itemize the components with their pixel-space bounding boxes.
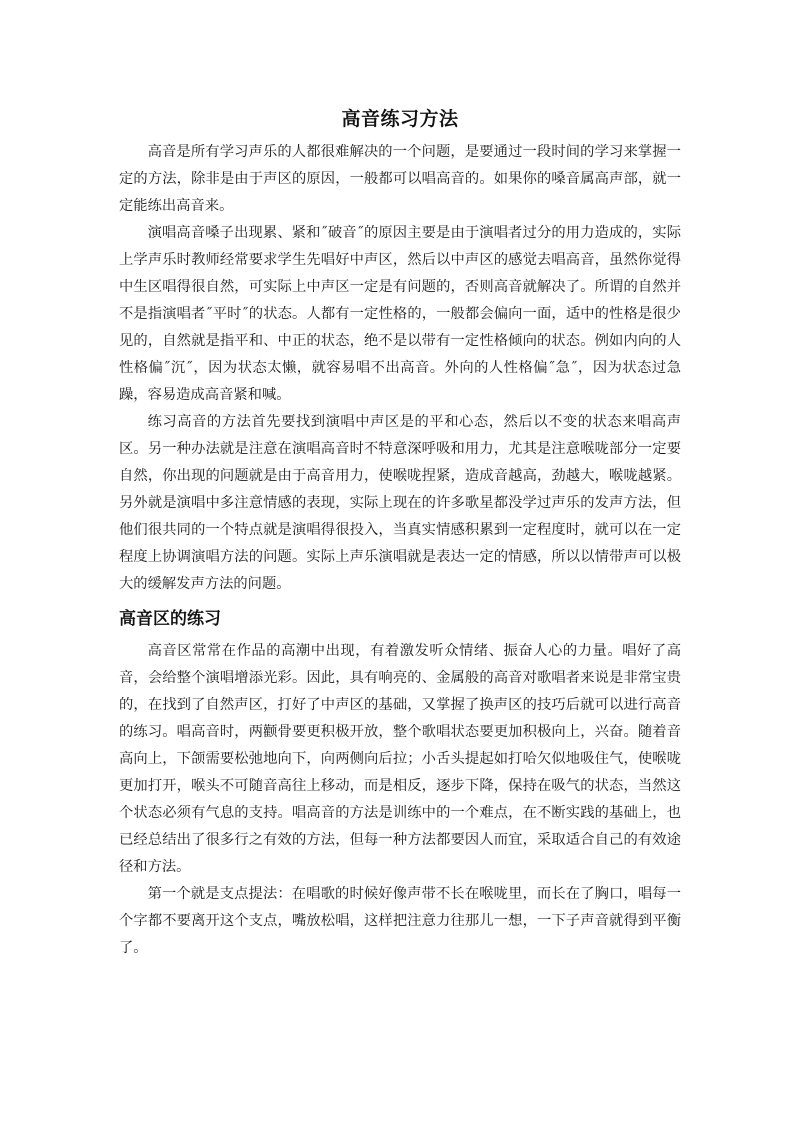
paragraph-causes: 演唱高音嗓子出现累、紧和˝破音˝的原因主要是由于演唱者过分的用力造成的，实际上学声乐时教师经常要求学生先唱好中声区，然后以中声区的感觉去唱高音，虽然你觉得中生区唱得很自然，可实际上中声区一定是有问题的，否则高音就解决了。所谓的自然并不是指演唱者˝平时˝的状态。人都有一定性格的，一般都会偏向一面，适中的性格是很少见的，自然就是指平和、中正的状态，绝不是以带有一定性格倾向的状态。例如内向的人性格偏˝沉˝，因为状态太懒，就容易唱不出高音。外向的人性格偏˝急˝，因为状态过急躁，容易造成高音紧和喊。 <box>119 225 681 403</box>
paragraph-intro: 高音是所有学习声乐的人都很难解决的一个问题，是要通过一段时间的学习来掌握一定的方法，除非是由于声区的原因，一般都可以唱高音的。如果你的嗓音属高声部，就一定能练出高音来。 <box>119 144 681 214</box>
paragraph-methods: 练习高音的方法首先要找到演唱中声区是的平和心态，然后以不变的状态来唱高声区。另一种办法就是注意在演唱高音时不特意深呼吸和用力，尤其是注意喉咙部分一定要自然，你出现的问题就是由于高音用力，使喉咙捏紧，造成音越高，劲越大，喉咙越紧。另外就是演唱中多注意情感的表现，实际上现在的许多歌星都没学过声乐的发声方法，但他们很共同的一个特点就是演唱得很投入，当真实情感积累到一定程度时，就可以在一定程度上协调演唱方法的问题。实际上声乐演唱就是表达一定的情感，所以以情带声可以极大的缓解发声方法的问题。 <box>119 414 681 592</box>
document-body <box>119 104 681 962</box>
paragraph-support-point: 第一个就是支点提法：在唱歌的时候好像声带不长在喉咙里，而长在了胸口，唱每一个字都不要离开这个支点，嘴放松唱，这样把注意力往那儿一想，一下子声音就得到平衡了。 <box>119 886 681 956</box>
paragraph-high-register: 高音区常常在作品的高潮中出现，有着激发听众情绪、振奋人心的力量。唱好了高音，会给整个演唱增添光彩。因此，具有响亮的、金属般的高音对歌唱者来说是非常宝贵的，在找到了自然声区，打好了中声区的基础，又掌握了换声区的技巧后就可以进行高音的练习。唱高音时，两颧骨要更积极开放，整个歌唱状态要更加积极向上，兴奋。随着音高向上，下颌需要松弛地向下，向两侧向后拉；小舌头提起如打哈欠似地吸住气，使喉咙更加打开，喉头不可随音高往上移动，而是相反，逐步下降，保持在吸气的状态，当然这个状态必须有气息的支持。唱高音的方法是训练中的一个难点，在不断实践的基础上，也已经总结出了很多行之有效的方法，但每一种方法都要因人而宜，采取适合自己的有效途径和方法。 <box>119 643 681 875</box>
document-title: 高音练习方法 <box>341 108 459 130</box>
section-heading: 高音区的练习 <box>119 609 221 629</box>
